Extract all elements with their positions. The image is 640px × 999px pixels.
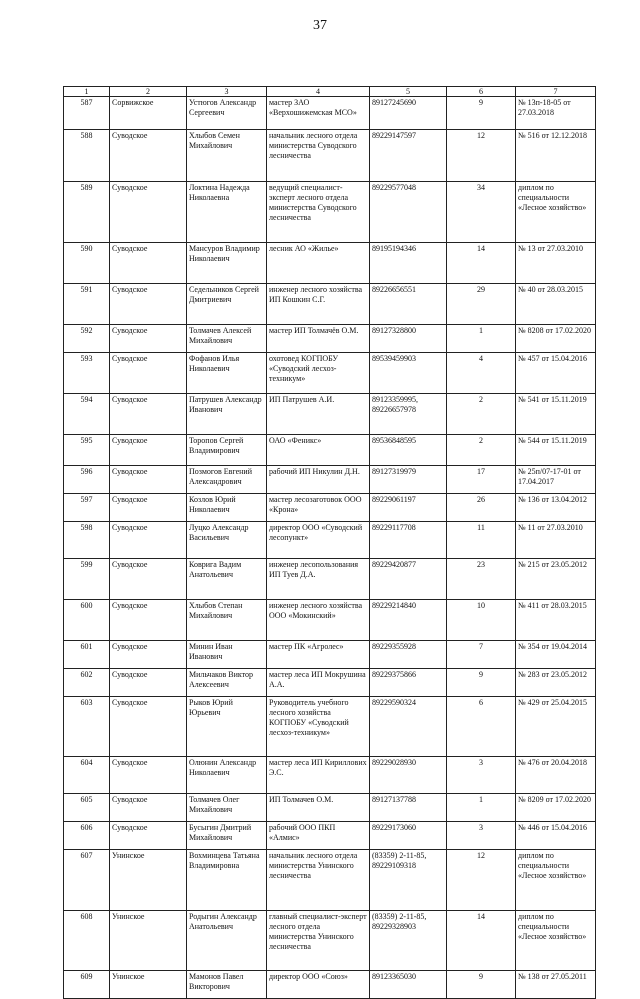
- count-cell: 11: [447, 522, 516, 559]
- name-cell: Локтина Надежда Николаевна: [187, 182, 267, 243]
- name-cell: Мамонов Павел Викторович: [187, 971, 267, 999]
- name-cell: Седельников Сергей Дмитриевич: [187, 284, 267, 325]
- name-cell: Толмачев Алексей Михайлович: [187, 325, 267, 353]
- district-cell: Суводское: [110, 559, 187, 600]
- table-row: [64, 794, 596, 822]
- column-header: 7: [516, 87, 596, 97]
- district-cell: Суводское: [110, 794, 187, 822]
- name-cell: Вохминцева Татьяна Владимировна: [187, 850, 267, 911]
- position-cell: ведущий специалист-эксперт лесного отдела министерства Суводского лесничества: [267, 182, 370, 243]
- document-cell: диплом по специальности «Лесное хозяйство»: [516, 182, 596, 243]
- row-number: 608: [64, 911, 110, 971]
- position-cell: мастер леса ИП Мокрушина А.А.: [267, 669, 370, 697]
- row-number: 588: [64, 130, 110, 182]
- name-cell: Рыков Юрий Юрьевич: [187, 697, 267, 757]
- phone-cell: (83359) 2-11-85, 89229109318: [370, 850, 447, 911]
- count-cell: 17: [447, 466, 516, 494]
- name-cell: Родыгин Александр Анатольевич: [187, 911, 267, 971]
- phone-cell: 89229117708: [370, 522, 447, 559]
- district-cell: Суводское: [110, 435, 187, 466]
- phone-cell: 89229214840: [370, 600, 447, 641]
- column-header: 1: [64, 87, 110, 97]
- position-cell: инженер лесного хозяйства ИП Кошкин С.Г.: [267, 284, 370, 325]
- district-cell: Суводское: [110, 522, 187, 559]
- document-cell: № 25п/07-17-01 от 17.04.2017: [516, 466, 596, 494]
- name-cell: Мансуров Владимир Николаевич: [187, 243, 267, 284]
- phone-cell: 89127245690: [370, 97, 447, 130]
- district-cell: Суводское: [110, 394, 187, 435]
- position-cell: Руководитель учебного лесного хозяйства КОГПОБУ «Суводский лесхоз-техникум»: [267, 697, 370, 757]
- phone-cell: 89229061197: [370, 494, 447, 522]
- name-cell: Олюнин Александр Николаевич: [187, 757, 267, 794]
- name-cell: Толмачев Олег Михайлович: [187, 794, 267, 822]
- position-cell: главный специалист-эксперт лесного отдела министерства Унинского лесничества: [267, 911, 370, 971]
- phone-cell: 89229028930: [370, 757, 447, 794]
- document-cell: № 13п-18-05 от 27.03.2018: [516, 97, 596, 130]
- phone-cell: 89229355928: [370, 641, 447, 669]
- position-cell: мастер леса ИП Кириллових Э.С.: [267, 757, 370, 794]
- table-row: [64, 435, 596, 466]
- row-number: 600: [64, 600, 110, 641]
- count-cell: 1: [447, 325, 516, 353]
- position-cell: мастер лесозаготовок ООО «Крона»: [267, 494, 370, 522]
- position-cell: инженер лесопользования ИП Туев Д.А.: [267, 559, 370, 600]
- district-cell: Суводское: [110, 600, 187, 641]
- document-cell: № 429 от 25.04.2015: [516, 697, 596, 757]
- count-cell: 9: [447, 97, 516, 130]
- document-cell: № 516 от 12.12.2018: [516, 130, 596, 182]
- position-cell: мастер ЗАО «Верхошижемская МСО»: [267, 97, 370, 130]
- document-cell: № 446 от 15.04.2016: [516, 822, 596, 850]
- column-header: 2: [110, 87, 187, 97]
- district-cell: Суводское: [110, 284, 187, 325]
- count-cell: 3: [447, 757, 516, 794]
- table-row: [64, 182, 596, 243]
- registry-table: [63, 86, 596, 999]
- position-cell: директор ООО «Союз»: [267, 971, 370, 999]
- table-row: [64, 284, 596, 325]
- column-header: 4: [267, 87, 370, 97]
- document-cell: № 11 от 27.03.2010: [516, 522, 596, 559]
- row-number: 590: [64, 243, 110, 284]
- column-header: 3: [187, 87, 267, 97]
- district-cell: Суводское: [110, 182, 187, 243]
- phone-cell: 89127319979: [370, 466, 447, 494]
- district-cell: Унинское: [110, 971, 187, 999]
- position-cell: инженер лесного хозяйства ООО «Мокинский»: [267, 600, 370, 641]
- count-cell: 29: [447, 284, 516, 325]
- position-cell: рабочий ИП Никулин Д.Н.: [267, 466, 370, 494]
- count-cell: 14: [447, 911, 516, 971]
- row-number: 605: [64, 794, 110, 822]
- phone-cell: 89536848595: [370, 435, 447, 466]
- name-cell: Позмогов Евгений Александрович: [187, 466, 267, 494]
- position-cell: директор ООО «Суводский лесопункт»: [267, 522, 370, 559]
- position-cell: мастер ПК «Агролес»: [267, 641, 370, 669]
- table-header-row: [64, 87, 596, 97]
- phone-cell: 89229375866: [370, 669, 447, 697]
- district-cell: Унинское: [110, 911, 187, 971]
- row-number: 592: [64, 325, 110, 353]
- name-cell: Коврига Вадим Анатольевич: [187, 559, 267, 600]
- phone-cell: 89229147597: [370, 130, 447, 182]
- phone-cell: 89229577048: [370, 182, 447, 243]
- row-number: 601: [64, 641, 110, 669]
- name-cell: Устюгов Александр Сергеевич: [187, 97, 267, 130]
- position-cell: мастер ИП Толмачёв О.М.: [267, 325, 370, 353]
- table-row: [64, 494, 596, 522]
- district-cell: Унинское: [110, 850, 187, 911]
- phone-cell: 89123365030: [370, 971, 447, 999]
- district-cell: Суводское: [110, 822, 187, 850]
- table-row: [64, 822, 596, 850]
- row-number: 587: [64, 97, 110, 130]
- name-cell: Хлыбов Степан Михайлович: [187, 600, 267, 641]
- document-cell: № 544 от 15.11.2019: [516, 435, 596, 466]
- table-row: [64, 353, 596, 394]
- position-cell: ИП Патрушев А.И.: [267, 394, 370, 435]
- name-cell: Хлыбов Семен Михайлович: [187, 130, 267, 182]
- row-number: 593: [64, 353, 110, 394]
- position-cell: рабочий ООО ПКП «Алмис»: [267, 822, 370, 850]
- phone-cell: 89123359995, 89226657978: [370, 394, 447, 435]
- count-cell: 14: [447, 243, 516, 284]
- count-cell: 6: [447, 697, 516, 757]
- count-cell: 26: [447, 494, 516, 522]
- phone-cell: 89127137788: [370, 794, 447, 822]
- count-cell: 2: [447, 435, 516, 466]
- name-cell: Луцко Александр Васильевич: [187, 522, 267, 559]
- table-row: [64, 243, 596, 284]
- name-cell: Фофанов Илья Николаевич: [187, 353, 267, 394]
- row-number: 594: [64, 394, 110, 435]
- row-number: 607: [64, 850, 110, 911]
- name-cell: Козлов Юрий Николаевич: [187, 494, 267, 522]
- count-cell: 9: [447, 669, 516, 697]
- document-cell: диплом по специальности «Лесное хозяйство»: [516, 850, 596, 911]
- document-cell: № 40 от 28.03.2015: [516, 284, 596, 325]
- district-cell: Суводское: [110, 466, 187, 494]
- count-cell: 12: [447, 130, 516, 182]
- document-cell: № 283 от 23.05.2012: [516, 669, 596, 697]
- table-row: [64, 850, 596, 911]
- table-row: [64, 697, 596, 757]
- phone-cell: 89229173060: [370, 822, 447, 850]
- row-number: 603: [64, 697, 110, 757]
- count-cell: 1: [447, 794, 516, 822]
- phone-cell: 89226656551: [370, 284, 447, 325]
- row-number: 606: [64, 822, 110, 850]
- page-number: 37: [313, 18, 327, 33]
- row-number: 598: [64, 522, 110, 559]
- name-cell: Мильчаков Виктор Алексеевич: [187, 669, 267, 697]
- row-number: 599: [64, 559, 110, 600]
- table-row: [64, 522, 596, 559]
- district-cell: Суводское: [110, 243, 187, 284]
- table-row: [64, 911, 596, 971]
- count-cell: 10: [447, 600, 516, 641]
- document-cell: № 136 от 13.04.2012: [516, 494, 596, 522]
- position-cell: начальник лесного отдела министерства Суводского лесничества: [267, 130, 370, 182]
- table-row: [64, 559, 596, 600]
- count-cell: 9: [447, 971, 516, 999]
- document-cell: № 13 от 27.03.2010: [516, 243, 596, 284]
- table-row: [64, 97, 596, 130]
- position-cell: ОАО «Феникс»: [267, 435, 370, 466]
- table-row: [64, 130, 596, 182]
- document-cell: № 8208 от 17.02.2020: [516, 325, 596, 353]
- table-row: [64, 466, 596, 494]
- document-cell: № 215 от 23.05.2012: [516, 559, 596, 600]
- document-cell: № 541 от 15.11.2019: [516, 394, 596, 435]
- name-cell: Бусыгин Дмитрий Михайлович: [187, 822, 267, 850]
- count-cell: 34: [447, 182, 516, 243]
- table-row: [64, 757, 596, 794]
- district-cell: Суводское: [110, 669, 187, 697]
- phone-cell: 89229420877: [370, 559, 447, 600]
- column-header: 5: [370, 87, 447, 97]
- count-cell: 4: [447, 353, 516, 394]
- position-cell: ИП Толмачев О.М.: [267, 794, 370, 822]
- table-row: [64, 641, 596, 669]
- document-cell: № 457 от 15.04.2016: [516, 353, 596, 394]
- name-cell: Торопов Сергей Владимирович: [187, 435, 267, 466]
- position-cell: охотовед КОГПОБУ «Суводский лесхоз-техникум»: [267, 353, 370, 394]
- phone-cell: 89229590324: [370, 697, 447, 757]
- district-cell: Суводское: [110, 757, 187, 794]
- district-cell: Суводское: [110, 641, 187, 669]
- position-cell: лесник АО «Жилье»: [267, 243, 370, 284]
- document-cell: № 8209 от 17.02.2020: [516, 794, 596, 822]
- table-row: [64, 971, 596, 999]
- name-cell: Патрушев Александр Иванович: [187, 394, 267, 435]
- row-number: 604: [64, 757, 110, 794]
- phone-cell: (83359) 2-11-85, 89229328903: [370, 911, 447, 971]
- row-number: 602: [64, 669, 110, 697]
- district-cell: Сорвижское: [110, 97, 187, 130]
- document-cell: № 411 от 28.03.2015: [516, 600, 596, 641]
- count-cell: 23: [447, 559, 516, 600]
- district-cell: Суводское: [110, 325, 187, 353]
- table-row: [64, 600, 596, 641]
- row-number: 609: [64, 971, 110, 999]
- table-row: [64, 669, 596, 697]
- row-number: 589: [64, 182, 110, 243]
- position-cell: начальник лесного отдела министерства Унинского лесничества: [267, 850, 370, 911]
- district-cell: Суводское: [110, 130, 187, 182]
- table-row: [64, 325, 596, 353]
- district-cell: Суводское: [110, 353, 187, 394]
- document-cell: № 476 от 20.04.2018: [516, 757, 596, 794]
- phone-cell: 89539459903: [370, 353, 447, 394]
- table-row: [64, 394, 596, 435]
- row-number: 595: [64, 435, 110, 466]
- document-cell: № 354 от 19.04.2014: [516, 641, 596, 669]
- count-cell: 2: [447, 394, 516, 435]
- count-cell: 3: [447, 822, 516, 850]
- row-number: 591: [64, 284, 110, 325]
- district-cell: Суводское: [110, 494, 187, 522]
- count-cell: 12: [447, 850, 516, 911]
- column-header: 6: [447, 87, 516, 97]
- document-cell: № 138 от 27.05.2011: [516, 971, 596, 999]
- row-number: 596: [64, 466, 110, 494]
- row-number: 597: [64, 494, 110, 522]
- district-cell: Суводское: [110, 697, 187, 757]
- phone-cell: 89195194346: [370, 243, 447, 284]
- document-cell: диплом по специальности «Лесное хозяйство»: [516, 911, 596, 971]
- count-cell: 7: [447, 641, 516, 669]
- name-cell: Минин Иван Иванович: [187, 641, 267, 669]
- phone-cell: 89127328800: [370, 325, 447, 353]
